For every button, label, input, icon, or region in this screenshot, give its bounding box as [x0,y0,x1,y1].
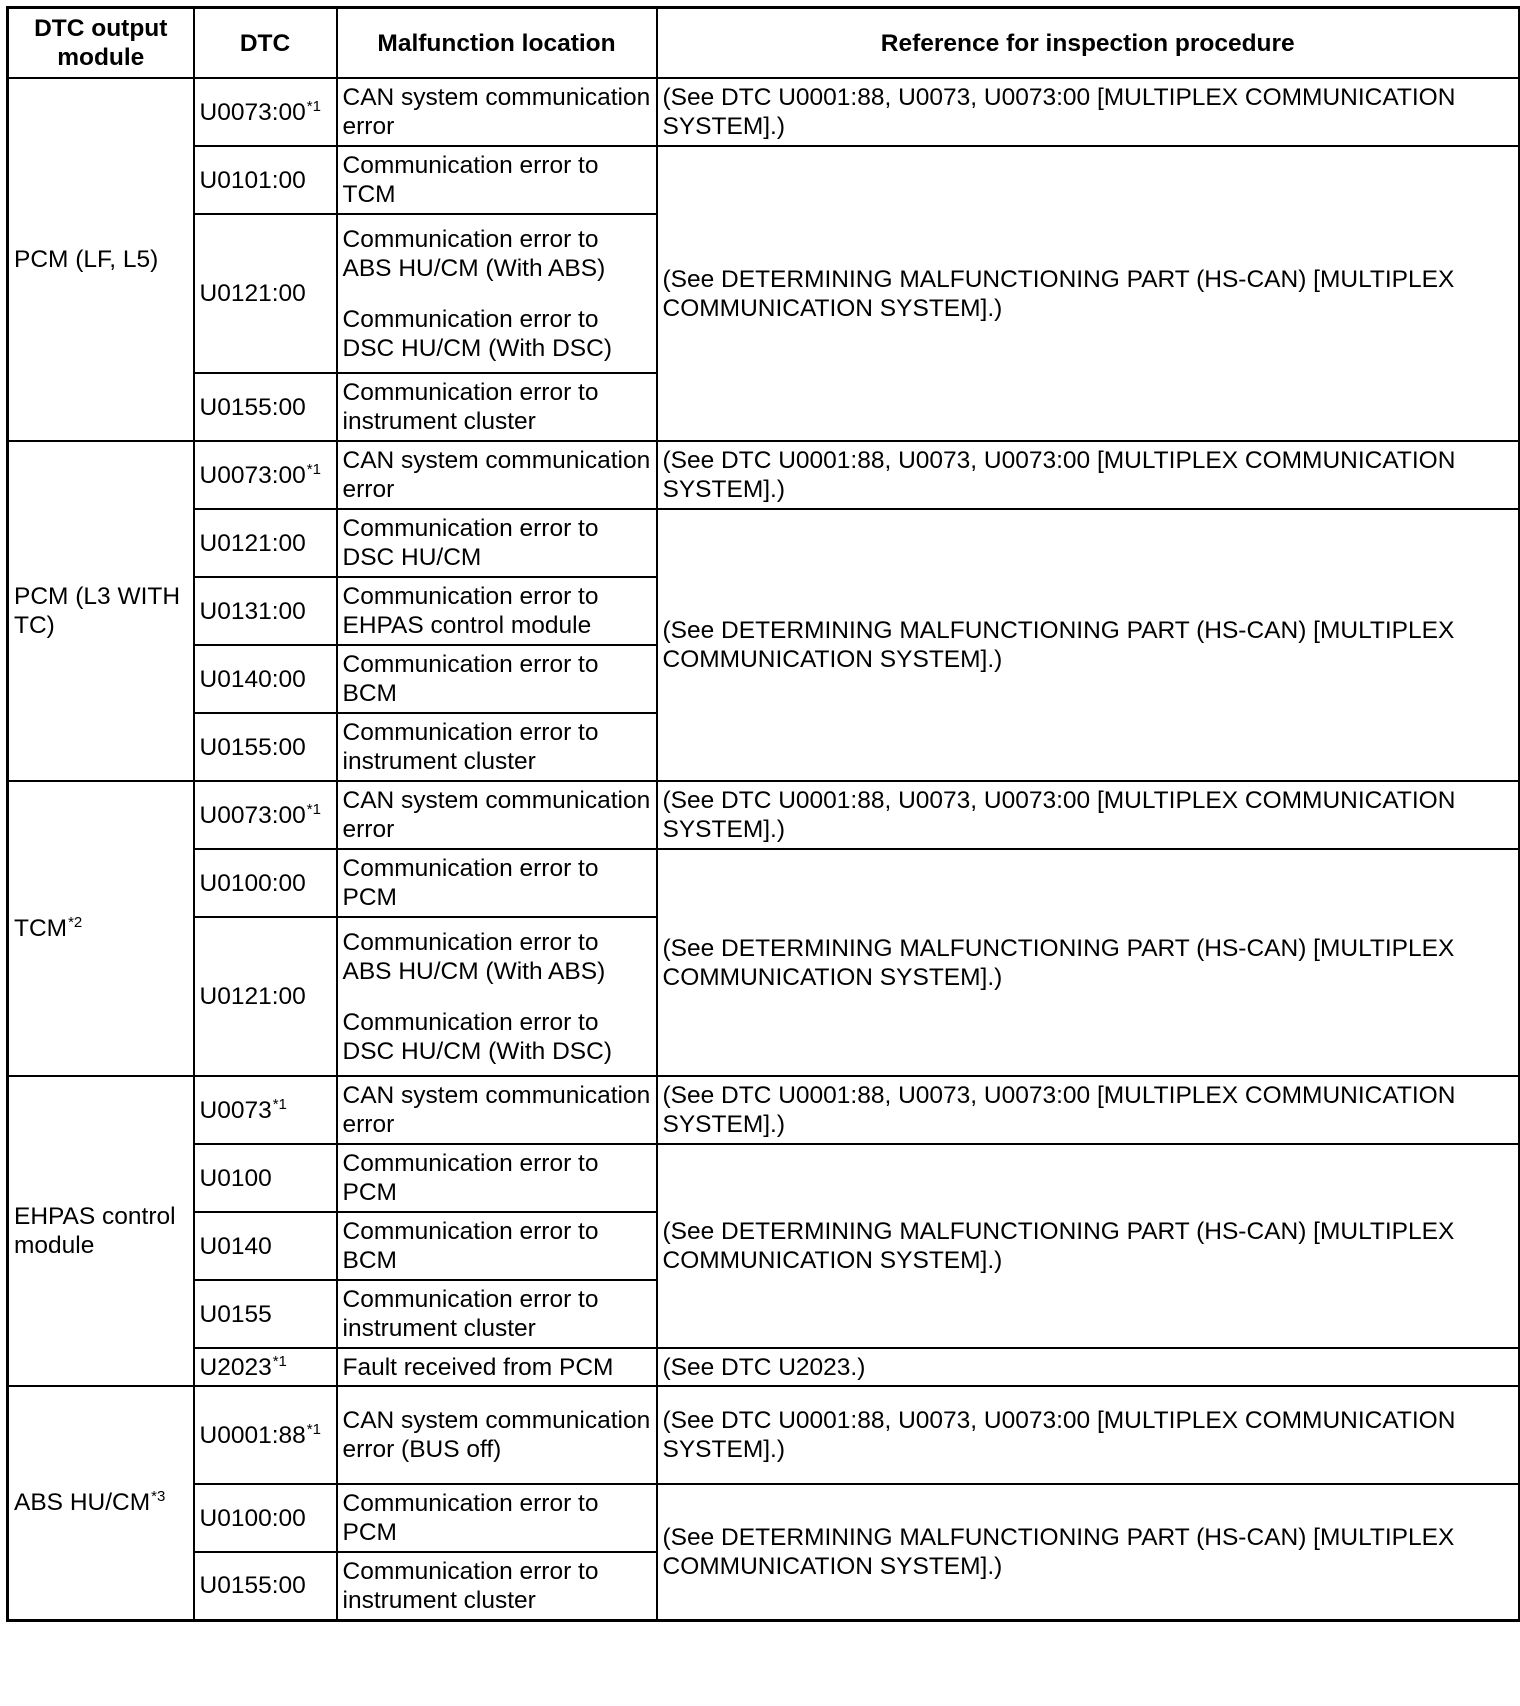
location-cell: Communication error to instrument cluster [337,1552,657,1620]
dtc-code-cell [194,1212,337,1280]
dtc-code: U0073:00 [199,801,306,829]
table-row [8,1076,1520,1144]
location-cell: Communication error to instrument cluster [337,713,657,781]
table-row [8,1484,1520,1552]
dtc-table-page [6,6,1520,1622]
module-cell [8,78,194,441]
dtc-code-cell [194,1348,337,1386]
dtc-code-cell [194,441,337,509]
dtc-code-cell [194,1552,337,1620]
table-row [8,1386,1520,1484]
module-cell [8,441,194,781]
module-label: PCM (LF, L5) [14,246,159,273]
location-cell: Communication error to PCM [337,1144,657,1212]
footnote-mark: *2 [68,914,83,931]
table-row [8,509,1520,577]
location-text-alt: Communication error to DSC HU/CM (With DSC) [342,305,612,362]
location-cell: Communication error to PCM [337,849,657,917]
reference-cell: (See DETERMINING MALFUNCTIONING PART (HS-CAN) [MULTIPLEX COMMUNICATION SYSTEM].) [657,146,1520,441]
dtc-code-cell [194,645,337,713]
dtc-code: U0155:00 [199,1572,306,1600]
footnote-mark: *3 [151,1488,166,1506]
reference-cell: (See DETERMINING MALFUNCTIONING PART (HS-CAN) [MULTIPLEX COMMUNICATION SYSTEM].) [657,849,1520,1076]
dtc-code: U0155:00 [199,733,306,761]
reference-cell: (See DTC U0001:88, U0073, U0073:00 [MULTIPLEX COMMUNICATION SYSTEM].) [657,1386,1520,1484]
dtc-code-cell [194,713,337,781]
footnote-mark: *1 [306,460,321,478]
dtc-code-cell [194,849,337,917]
location-cell: CAN system communication error [337,441,657,509]
location-cell [337,917,657,1076]
location-cell: CAN system communication error [337,781,657,849]
dtc-code: U0140:00 [199,665,306,693]
reference-cell: (See DETERMINING MALFUNCTIONING PART (HS-CAN) [MULTIPLEX COMMUNICATION SYSTEM].) [657,1144,1520,1348]
reference-cell: (See DTC U0001:88, U0073, U0073:00 [MULTIPLEX COMMUNICATION SYSTEM].) [657,1076,1520,1144]
module-cell [8,1076,194,1386]
dtc-code: U0100:00 [199,869,306,897]
footnote-mark: *1 [306,97,321,115]
dtc-code: U0073:00 [199,461,306,489]
header-location: Malfunction location [337,8,657,79]
location-text-alt: Communication error to DSC HU/CM (With DSC) [342,1008,612,1065]
location-cell: Communication error to BCM [337,1212,657,1280]
dtc-code: U0001:88 [199,1421,306,1449]
dtc-code: U0155 [199,1300,272,1328]
module-cell [8,1386,194,1620]
location-cell: Communication error to BCM [337,645,657,713]
dtc-code: U0155:00 [199,393,306,421]
dtc-code-cell [194,146,337,214]
location-cell: Communication error to instrument cluster [337,1280,657,1348]
table-row [8,146,1520,214]
dtc-code: U0101:00 [199,166,306,194]
reference-cell: (See DTC U0001:88, U0073, U0073:00 [MULTIPLEX COMMUNICATION SYSTEM].) [657,78,1520,146]
table-row [8,1348,1520,1386]
dtc-code-cell [194,509,337,577]
reference-cell: (See DETERMINING MALFUNCTIONING PART (HS-CAN) [MULTIPLEX COMMUNICATION SYSTEM].) [657,509,1520,781]
dtc-code: U0073:00 [199,98,306,126]
location-cell: Communication error to DSC HU/CM [337,509,657,577]
reference-cell: (See DTC U0001:88, U0073, U0073:00 [MULTIPLEX COMMUNICATION SYSTEM].) [657,781,1520,849]
dtc-code: U0131:00 [199,597,306,625]
module-label: ABS HU/CM [14,1489,151,1517]
module-label: PCM (L3 WITH TC) [14,583,181,639]
location-cell: Communication error to TCM [337,146,657,214]
location-text: Communication error to ABS HU/CM (With ABS) [342,225,606,282]
module-label: TCM [14,915,68,942]
dtc-code-cell [194,1280,337,1348]
module-label: EHPAS control module [14,1203,176,1259]
location-cell [337,214,657,373]
location-cell: CAN system communication error (BUS off) [337,1386,657,1484]
location-cell: Communication error to PCM [337,1484,657,1552]
location-cell: Fault received from PCM [337,1348,657,1386]
dtc-code: U0121:00 [199,529,306,557]
location-cell: CAN system communication error [337,1076,657,1144]
header-reference: Reference for inspection procedure [657,8,1520,79]
dtc-code: U0100 [199,1164,272,1192]
dtc-code-cell [194,577,337,645]
table-row [8,78,1520,146]
dtc-code-cell [194,1484,337,1552]
reference-cell: (See DTC U0001:88, U0073, U0073:00 [MULTIPLEX COMMUNICATION SYSTEM].) [657,441,1520,509]
dtc-code-cell [194,373,337,441]
dtc-table [6,6,1520,1622]
location-cell: CAN system communication error [337,78,657,146]
table-row [8,441,1520,509]
footnote-mark: *1 [306,800,321,818]
footnote-mark: *1 [306,1420,321,1438]
dtc-code: U0121:00 [199,983,306,1010]
dtc-code-cell [194,78,337,146]
location-cell: Communication error to EHPAS control module [337,577,657,645]
header-module: DTC output module [8,8,194,79]
location-cell: Communication error to instrument cluster [337,373,657,441]
dtc-code-cell [194,1386,337,1484]
footnote-mark: *1 [272,1352,287,1370]
reference-cell: (See DETERMINING MALFUNCTIONING PART (HS-CAN) [MULTIPLEX COMMUNICATION SYSTEM].) [657,1484,1520,1620]
dtc-code-cell [194,1076,337,1144]
location-text: Communication error to ABS HU/CM (With ABS) [342,928,606,985]
table-header-row [8,8,1520,79]
dtc-code: U0140 [199,1232,272,1260]
table-row [8,1144,1520,1212]
dtc-code-cell [194,214,337,373]
header-dtc: DTC [194,8,337,79]
reference-cell: (See DTC U2023.) [657,1348,1520,1386]
dtc-code: U2023 [199,1353,272,1381]
table-row [8,849,1520,917]
module-cell [8,781,194,1076]
footnote-mark: *1 [272,1095,287,1113]
dtc-code-cell [194,1144,337,1212]
dtc-code-cell [194,781,337,849]
dtc-code: U0073 [199,1096,272,1124]
table-row [8,781,1520,849]
dtc-code: U0121:00 [199,280,306,307]
dtc-code: U0100:00 [199,1504,306,1532]
dtc-code-cell [194,917,337,1076]
